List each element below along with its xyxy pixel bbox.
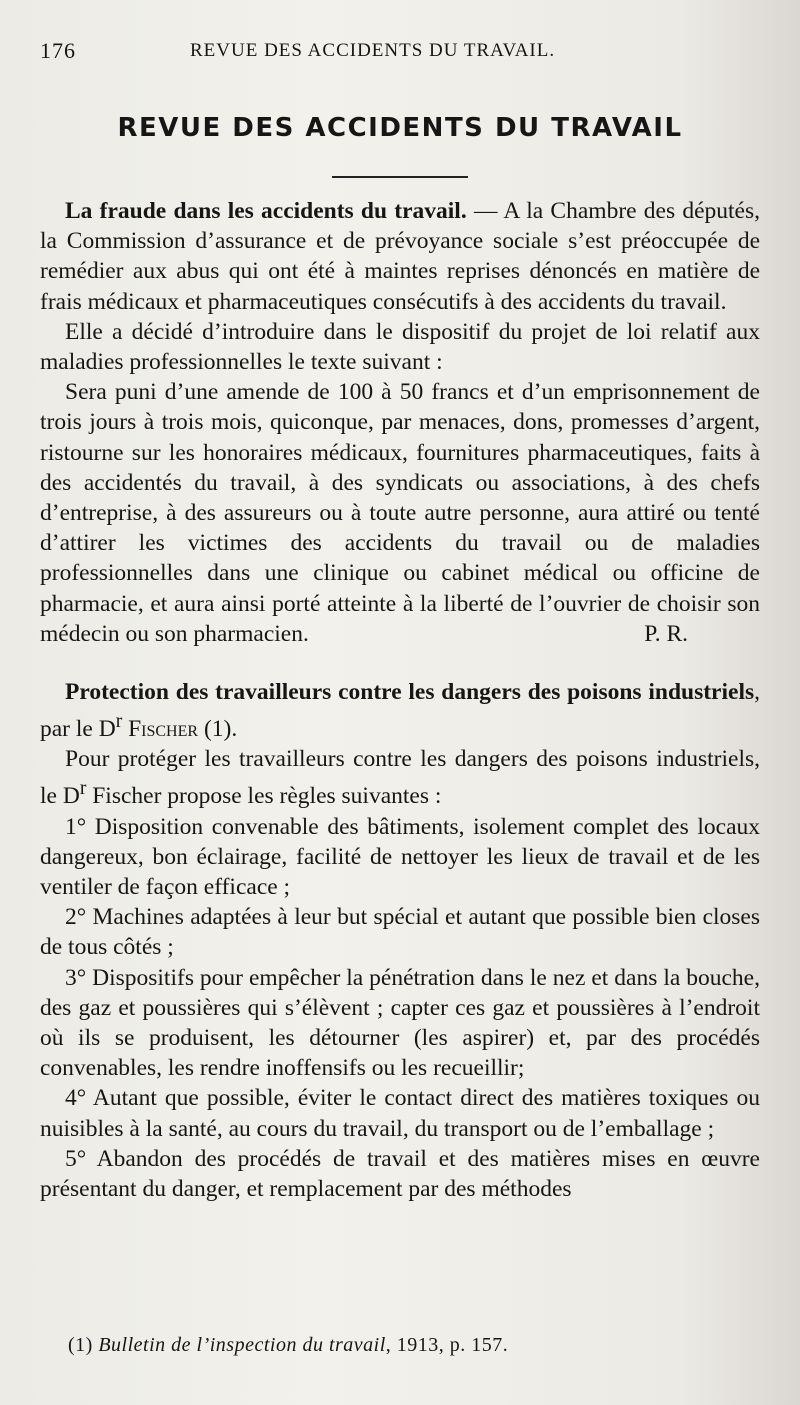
footnote-details: , 1913, p. 157. <box>385 1334 509 1356</box>
rule-item-5: 5° Abandon des procédés de travail et des matières mises en œuvre présentant du danger, et remplacement par des méthodes <box>40 1145 760 1202</box>
intro-text: Pour protéger les travailleurs contre les dangers des poisons industriels, le D <box>40 746 760 810</box>
running-header <box>40 38 760 66</box>
article-fraude <box>40 196 760 649</box>
article-protection-heading <box>40 677 760 744</box>
section-title: REVUE DES ACCIDENTS DU TRAVAIL <box>117 113 683 143</box>
title-rule <box>332 176 468 178</box>
article-fraude-lead: — A la Chambre des députés, la Commission d’assurance et de prévoyance sociale s’est préoccupée de remédier aux abus qui ont été à maintes reprises dénoncés en matière de frais médicaux et pharmaceutiques consécutifs à des accidents du travail. <box>40 198 760 315</box>
footnote-reference: (1). <box>198 716 238 743</box>
article-fraude-quote: Sera puni d’une amende de 100 à 50 francs et d’un emprisonnement de trois jours à trois mois, quiconque, par menaces, dons, promesses d’argent, ristourne sur les honoraires médicaux, fournitures pharmaceutiques, faits à des accidentés du travail, à des syndicats ou associations, à des chefs d’entreprise, à des assureurs ou à toute autre personne, aura attiré ou tenté d’attirer les victimes des accidents du travail ou de maladies professionnelles dans une clinique ou cabinet médical ou officine de pharmacie, et aura ainsi porté atteinte à la liberté de l’ouvrier de choisir son médecin ou son pharmacien. <box>40 379 760 647</box>
footnote-mark: (1) <box>68 1334 99 1356</box>
article-fraude-paragraph-3 <box>40 377 760 649</box>
footnote-source: Bulletin de l’inspection du travail <box>98 1334 386 1356</box>
rule-item-3: 3° Dispositifs pour empêcher la pénétration dans le nez et dans la bouche, des gaz et poussières qui s’élèvent ; capter ces gaz et poussières à l’endroit où ils se produisent, les détourner (les aspirer) et, par des procédés convenables, les rendre inoffensifs ou les recueillir; <box>40 964 760 1082</box>
article-fraude-lead-paragraph <box>40 196 760 317</box>
article-protection-intro <box>40 744 760 811</box>
rule-item-1: 1° Disposition convenable des bâtiments, isolement complet des locaux dangereux, bon éclairage, facilité de nettoyer les lieux de travail et de les ventiler de façon efficace ; <box>40 813 760 900</box>
running-title: REVUE DES ACCIDENTS DU TRAVAIL. <box>190 40 556 61</box>
footnote <box>68 1334 508 1357</box>
article-protection-title: Protection des travailleurs contre les dangers des poisons industriels <box>65 679 755 706</box>
page-number: 176 <box>40 38 76 63</box>
intro-text-end: Fischer propose les règles suivantes : <box>86 783 442 810</box>
signature: P. R. <box>644 620 688 647</box>
article-fraude-title: La fraude dans les accidents du travail. <box>65 198 467 224</box>
rule-item-4: 4° Autant que possible, éviter le contact direct des matières toxiques ou nuisibles à la santé, au cours du travail, du transport ou de l’emballage ; <box>40 1085 760 1142</box>
article-protection-byline: , par le D <box>40 679 760 743</box>
intro-sup: r <box>79 778 87 800</box>
rule-item-2: 2° Machines adaptées à leur but spécial et autant que possible bien closes de tous côtés ; <box>40 904 760 961</box>
author-name: Fischer <box>128 716 199 743</box>
article-fraude-paragraph-2: Elle a décidé d’introduire dans le dispositif du projet de loi relatif aux maladies professionnelles le texte suivant : <box>40 318 760 376</box>
page-body <box>40 196 760 1204</box>
author-title-sup: r <box>115 711 123 733</box>
